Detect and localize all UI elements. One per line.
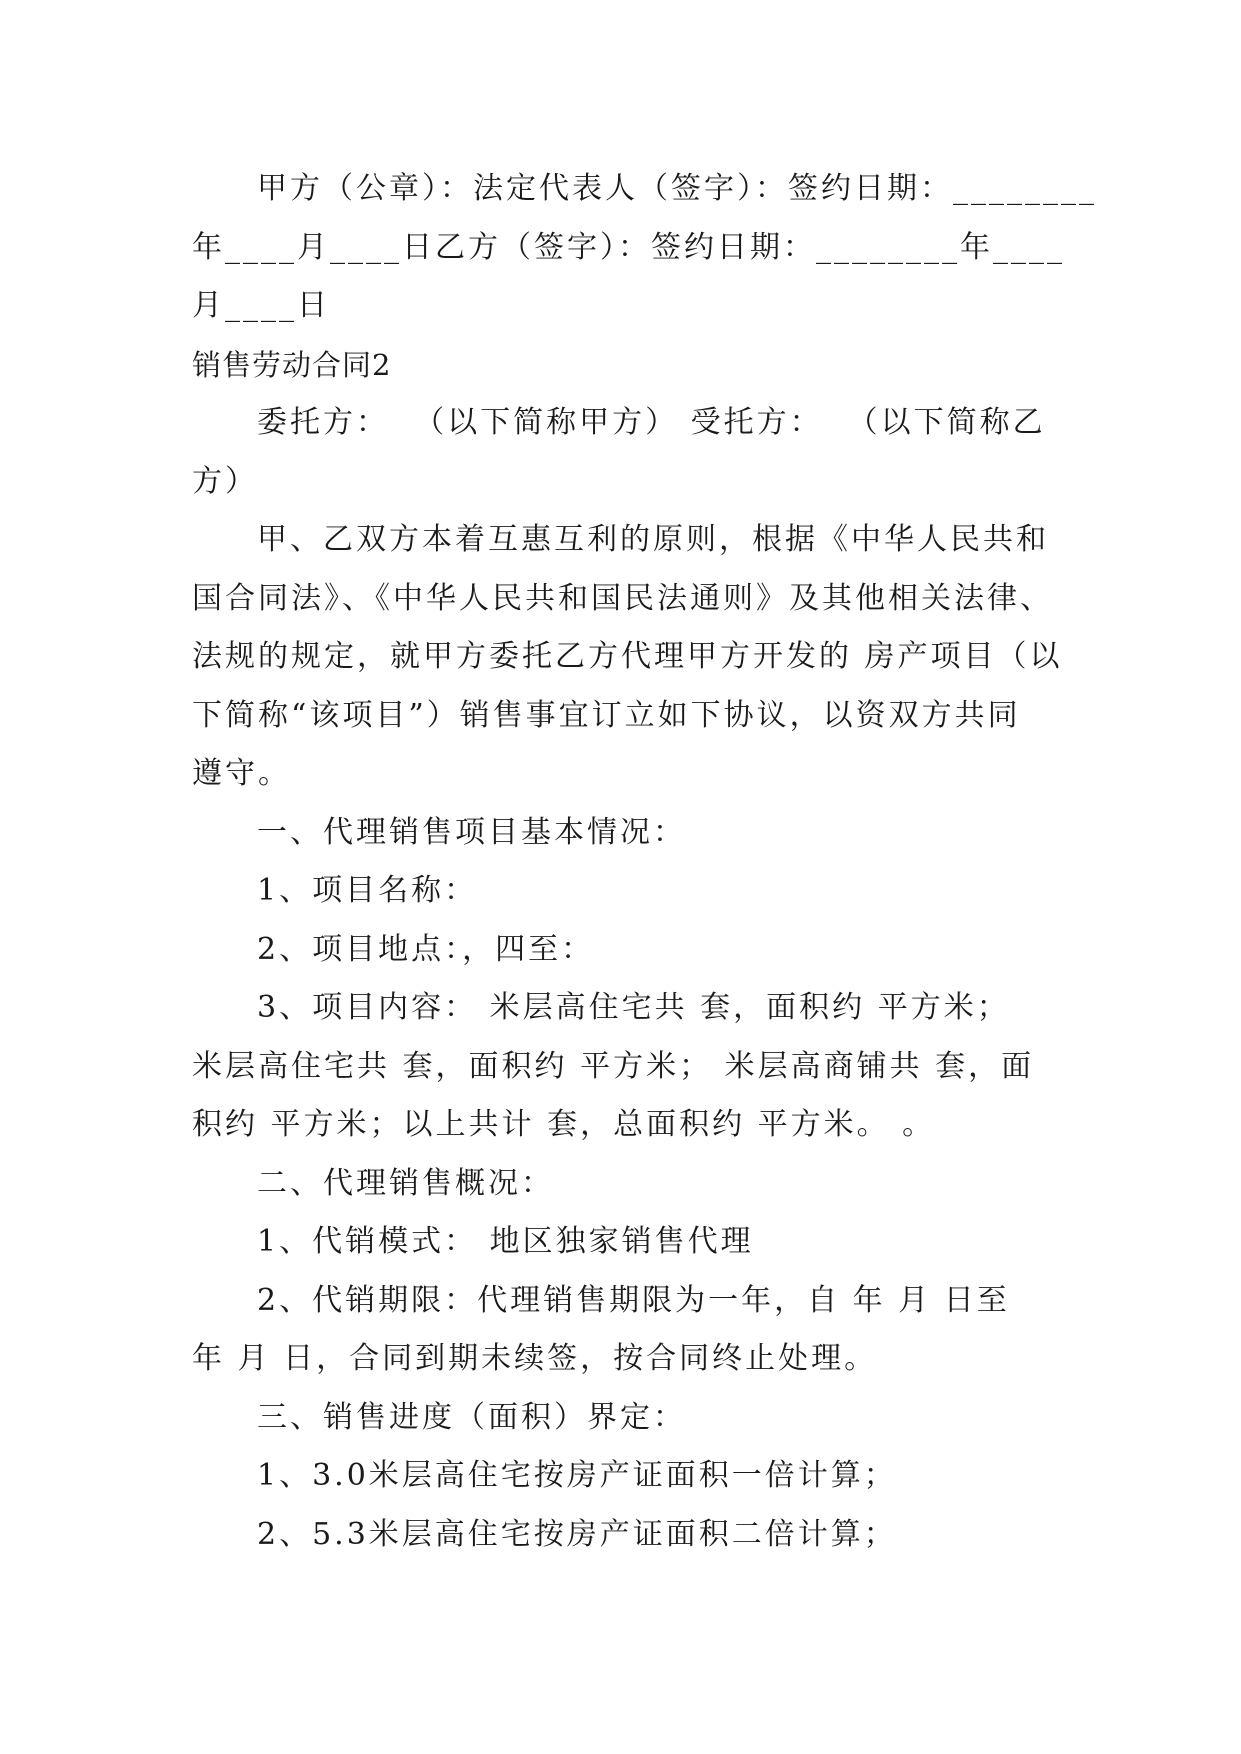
section-heading-2: 二、代理销售概况： xyxy=(257,1165,554,1201)
section-heading-1: 一、代理销售项目基本情况： xyxy=(257,814,686,850)
parties-line-2: 方） xyxy=(192,463,258,499)
section-heading-3: 三、销售进度（面积）界定： xyxy=(257,1399,686,1435)
clause-3-2: 2、5.3米层高住宅按房产证面积二倍计算； xyxy=(257,1516,897,1552)
document-title: 销售劳动合同2 xyxy=(192,347,392,382)
signature-line-3: 月____日 xyxy=(192,288,330,323)
clause-2-2-line-1: 2、代销期限：代理销售期限为一年，自 年 月 日至 xyxy=(257,1282,1010,1318)
signature-line-2: 年____月____日乙方（签字）：签约日期：________年____ xyxy=(192,229,1065,265)
preamble-line-1: 甲、乙双方本着互惠互利的原则，根据《中华人民共和 xyxy=(257,522,1049,557)
clause-2-2-line-2: 年 月 日，合同到期未续签，按合同终止处理。 xyxy=(192,1341,878,1376)
parties-line-1: 委托方： （以下简称甲方） 受托方： （以下简称乙 xyxy=(257,405,1046,440)
preamble-line-4: 下简称“该项目”）销售事宜订立如下协议，以资双方共同 xyxy=(192,697,1021,733)
clause-1-3-line-2: 米层高住宅共 套，面积约 平方米； 米层高商铺共 套，面 xyxy=(192,1048,1035,1084)
clause-1-2: 2、项目地点：，四至： xyxy=(257,931,595,967)
document-page xyxy=(192,160,1097,1564)
clause-1-3-line-1: 3、项目内容： 米层高住宅共 套，面积约 平方米； xyxy=(257,990,1010,1025)
preamble-line-2: 国合同法》、《中华人民共和国民法通则》及其他相关法律、 xyxy=(192,580,1053,616)
preamble-line-3: 法规的规定，就甲方委托乙方代理甲方开发的 房产项目（以 xyxy=(192,639,1063,674)
clause-2-1: 1、代销模式： 地区独家销售代理 xyxy=(257,1224,754,1259)
clause-1-3-line-3: 积约 平方米；以上共计 套，总面积约 平方米。 。 xyxy=(192,1107,936,1142)
clause-3-1: 1、3.0米层高住宅按房产证面积一倍计算； xyxy=(257,1458,897,1493)
clause-1-1: 1、项目名称： xyxy=(257,873,478,908)
preamble-line-5: 遵守。 xyxy=(192,756,291,791)
signature-line-1: 甲方（公章）：法定代表人（签字）：签约日期：________ xyxy=(257,171,1097,206)
